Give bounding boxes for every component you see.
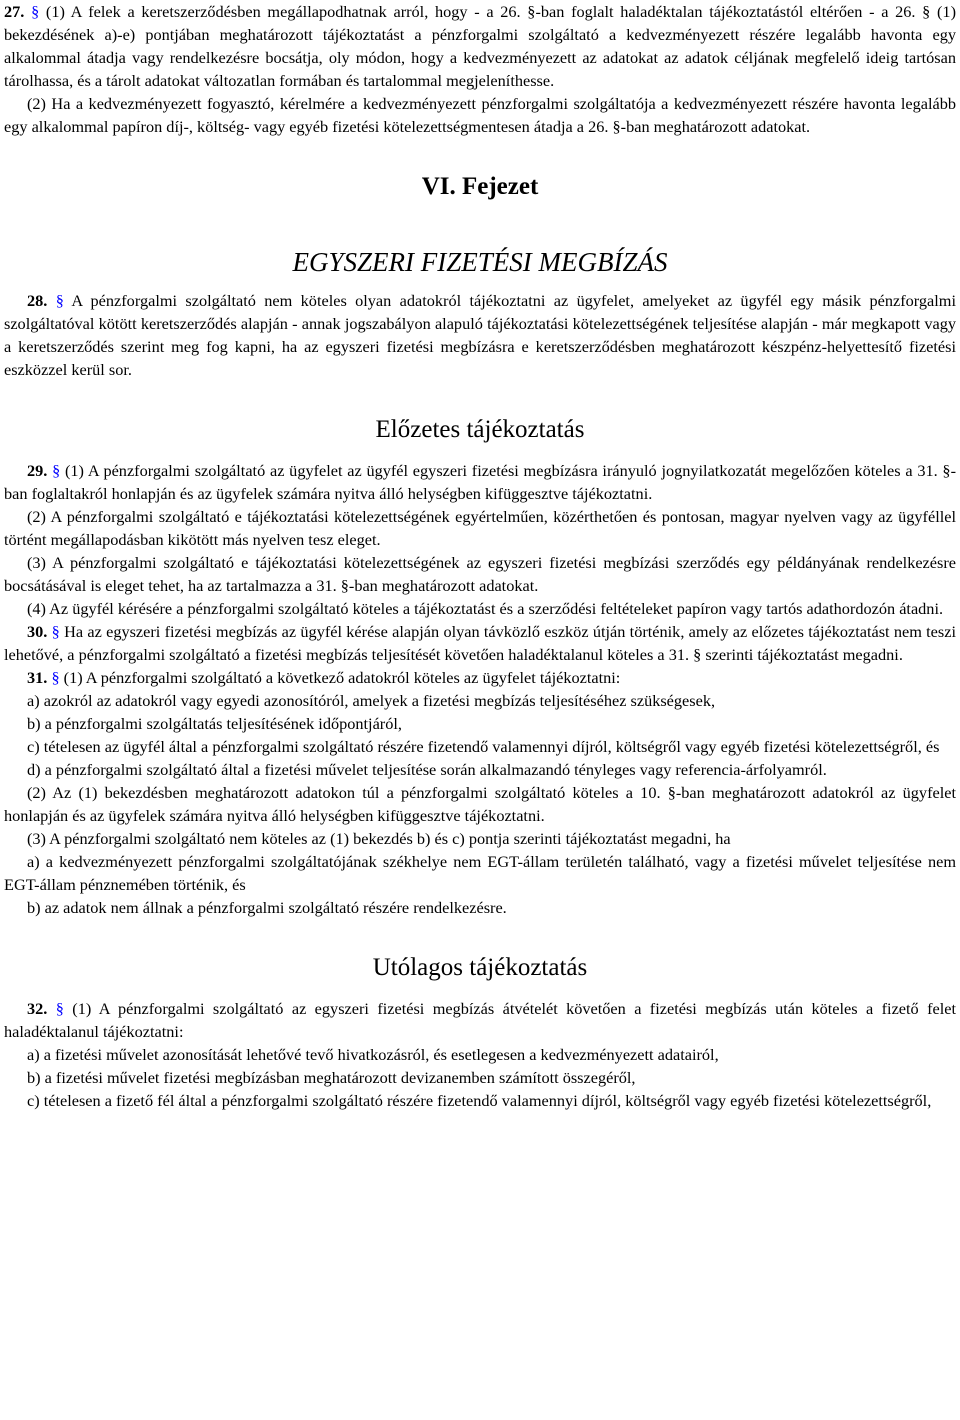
paragraph-number: 27.	[4, 2, 25, 21]
paragraph	[4, 850, 956, 896]
paragraph-29	[4, 459, 956, 505]
paragraph-text: (1) A pénzforgalmi szolgáltató a következő adatokról köteles az ügyfelet tájékoztatni:	[59, 668, 621, 687]
section-symbol: §	[55, 291, 64, 310]
chapter-heading: VI. Fejezet	[421, 173, 539, 200]
paragraph	[4, 1066, 956, 1089]
paragraph	[4, 505, 956, 551]
paragraph-text: (2) A pénzforgalmi szolgáltató e tájékoztatási kötelezettségének egyértelműen, közérthetően és pontosan, magyar nyelven vagy az ügyféllel történt megállapodásban kikötött más nyelven tesz eleget.	[4, 507, 956, 549]
paragraph-text: b) a pénzforgalmi szolgáltatás teljesítésének időpontjáról,	[27, 714, 402, 733]
section-symbol: §	[52, 461, 61, 480]
paragraph	[4, 735, 956, 758]
paragraph	[4, 689, 956, 712]
paragraph-number: 32.	[27, 999, 48, 1018]
paragraph-text: (1) A felek a keretszerződésben megállapodhatnak arról, hogy - a 26. §-ban foglalt haladéktalan tájékoztatástól eltérően - a 26. § (1) bekezdésének a)-e) pontjában meghatározott tájékoztatást a pénzforgalmi szolgáltató a kedvezményezett részére legalább havonta egy alkalommal átadja vagy rendelkezésre bocsátja, oly módon, hogy a kedvezményezett az adatokat az adatok céljának megfelelő ideig tartósan tárolhassa, és a tárolt adatokat változatlan formában és tartalommal megjeleníthesse.	[4, 2, 956, 90]
paragraph	[4, 1089, 956, 1112]
paragraph-text: (4) Az ügyfél kérésére a pénzforgalmi szolgáltató köteles a tájékoztatást és a szerződési feltételeket papíron vagy tartós adathordozón átadni.	[27, 599, 944, 618]
paragraph	[4, 896, 956, 919]
paragraph	[4, 1043, 956, 1066]
paragraph-text: A pénzforgalmi szolgáltató nem köteles olyan adatokról tájékoztatni az ügyfelet, amelyeket az ügyfél egy másik pénzforgalmi szolgáltatóval kötött keretszerződés alapján - annak jogszabályon alapuló tájékoztatási kötelezettségének teljesítése alapján - már megkapott vagy a keretszerződés szerint meg fog kapni, ha az egyszeri fizetési megbízásra e keretszerződésben meghatározott készpénz-helyettesítő fizetési eszközzel kerül sor.	[4, 291, 956, 379]
paragraph-number: 30.	[27, 622, 48, 641]
section-symbol: §	[55, 999, 64, 1018]
paragraph-text: Ha az egyszeri fizetési megbízás az ügyfél kérése alapján olyan távközlő eszköz útján történik, amely az előzetes tájékoztatást nem teszi lehetővé, a pénzforgalmi szolgáltató a fizetési megbízás teljesítését követően haladéktalanul köteles a 31. § szerinti tájékoztatást megadni.	[4, 622, 956, 664]
paragraph-text: d) a pénzforgalmi szolgáltató által a fizetési művelet teljesítése során alkalmazandó tényleges vagy referencia-árfolyamról.	[27, 760, 827, 779]
paragraph-number: 29.	[27, 461, 48, 480]
section-subheading: Előzetes tájékoztatás	[375, 416, 585, 443]
paragraph-text: a) a kedvezményezett pénzforgalmi szolgáltatójának székhelye nem EGT-állam területén található, vagy a fizetési művelet teljesítése nem EGT-állam pénznemében történik, és	[4, 852, 956, 894]
paragraph	[4, 551, 956, 597]
paragraph-text: b) az adatok nem állnak a pénzforgalmi szolgáltató részére rendelkezésre.	[27, 898, 507, 917]
paragraph	[4, 712, 956, 735]
section-subheading: Utólagos tájékoztatás	[372, 954, 588, 981]
section-symbol: §	[51, 622, 60, 641]
paragraph-text: (2) Ha a kedvezményezett fogyasztó, kérelmére a kedvezményezett pénzforgalmi szolgáltatója a kedvezményezett részére havonta legalább egy alkalommal papíron díj-, költség- vagy egyéb fizetési kötelezettségmentesen átadja a 26. §-ban meghatározott adatokat.	[4, 94, 956, 136]
paragraph	[4, 827, 956, 850]
paragraph	[4, 597, 956, 620]
section-symbol: §	[51, 668, 60, 687]
paragraph-text: (3) A pénzforgalmi szolgáltató nem köteles az (1) bekezdés b) és c) pontja szerinti tájékoztatást megadni, ha	[27, 829, 731, 848]
paragraph-text: a) azokról az adatokról vagy egyedi azonosítóról, amelyek a fizetési megbízás teljesítéséhez szükségesek,	[27, 691, 716, 710]
paragraph-32	[4, 997, 956, 1043]
paragraph-number: 28.	[27, 291, 48, 310]
paragraph-text: a) a fizetési művelet azonosítását lehetővé tevő hivatkozásról, és esetlegesen a kedvezményezett adatairól,	[27, 1045, 719, 1064]
paragraph-text: (3) A pénzforgalmi szolgáltató e tájékoztatási kötelezettségének az egyszeri fizetési megbízási szerződés egy példányának rendelkezésre bocsátásával is eleget tehet, ha az tartalmazza a 31. §-ban meghatározott adatokat.	[4, 553, 956, 595]
paragraph-text: (1) A pénzforgalmi szolgáltató az egyszeri fizetési megbízás átvételét követően a fizetési megbízás után köteles a fizető felet haladéktalanul tájékoztatni:	[4, 999, 957, 1041]
paragraph-text: c) tételesen az ügyfél által a pénzforgalmi szolgáltató részére fizetendő valamennyi díjról, költségről vagy egyéb fizetési kötelezettségről, és	[27, 737, 940, 756]
paragraph-28	[4, 289, 956, 381]
paragraph-text: c) tételesen a fizető fél által a pénzforgalmi szolgáltató részére fizetendő valamennyi díjról, költségről vagy egyéb fizetési kötelezettségről,	[27, 1091, 932, 1110]
paragraph	[4, 758, 956, 781]
paragraph-text: (2) Az (1) bekezdésben meghatározott adatokon túl a pénzforgalmi szolgáltató köteles a 10. §-ban meghatározott adatokról az ügyfelet honlapján és az ügyfelek számára nyitva álló helységben kifüggesztve tájékoztatni.	[4, 783, 956, 825]
paragraph-text: b) a fizetési művelet fizetési megbízásban meghatározott devizanemben számított összegéről,	[27, 1068, 636, 1087]
section-symbol: §	[31, 2, 40, 21]
paragraph-text: (1) A pénzforgalmi szolgáltató az ügyfelet az ügyfél egyszeri fizetési megbízásra irányuló jognyilatkozatát megelőzően köteles a 31. §-ban foglaltakról honlapján és az ügyfelek számára nyitva álló helységben kifüggesztve tájékoztatni.	[4, 461, 956, 503]
paragraph	[4, 92, 956, 138]
paragraph-number: 31.	[27, 668, 48, 687]
chapter-title: EGYSZERI FIZETÉSI MEGBÍZÁS	[292, 247, 668, 277]
paragraph-30	[4, 620, 956, 666]
paragraph	[4, 781, 956, 827]
paragraph-27	[4, 0, 956, 92]
paragraph-31	[4, 666, 956, 689]
